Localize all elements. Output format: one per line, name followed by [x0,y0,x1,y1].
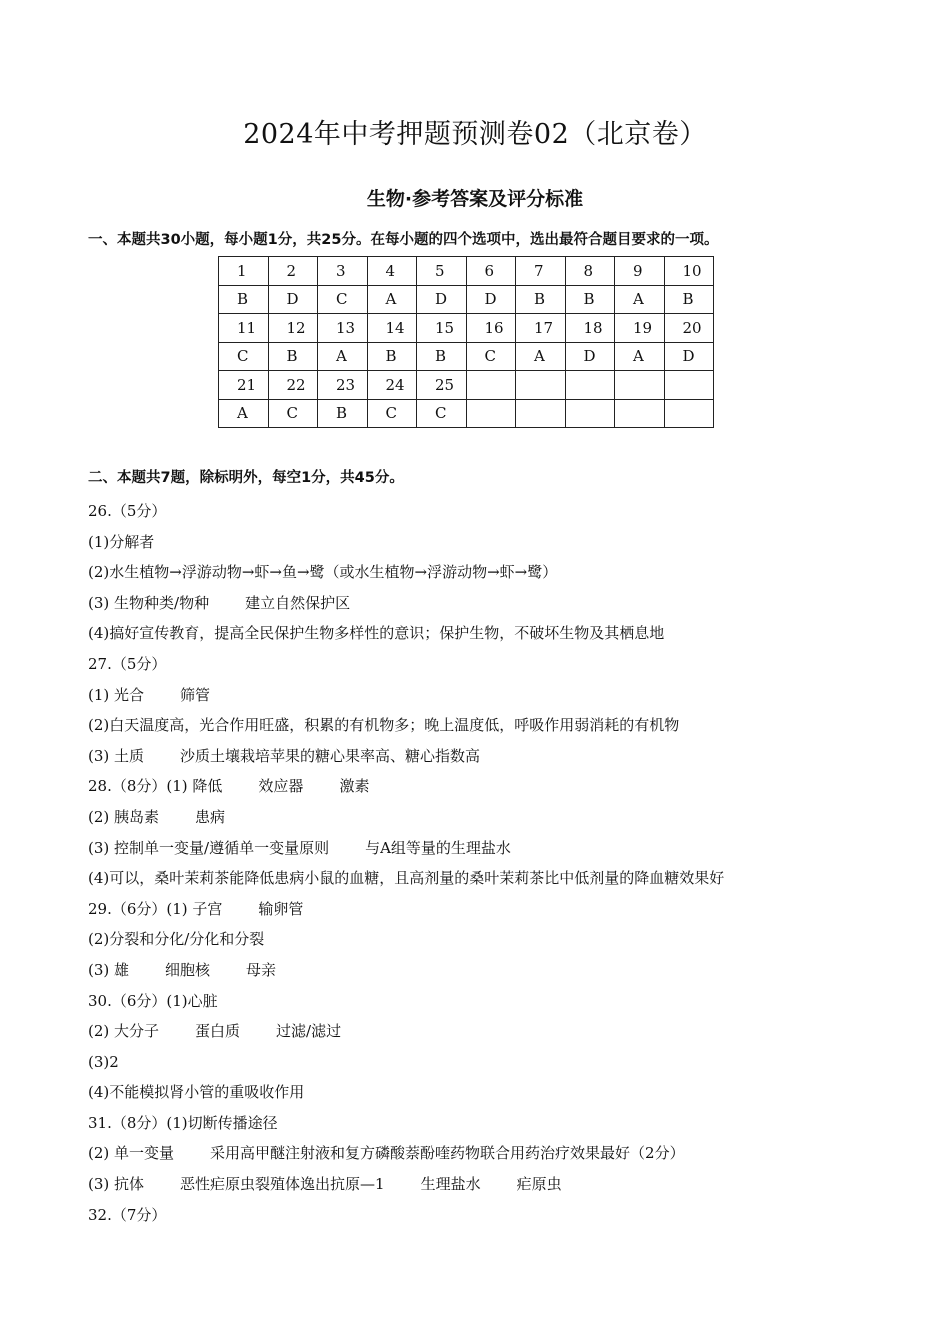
answer-line [88,649,888,680]
answer-cell: D [466,285,516,314]
question-number-cell [466,371,516,400]
answer-line [88,894,888,925]
answer-line [88,618,888,649]
answer-text: 恶性疟原虫裂殖体逸出抗原—1 [180,1175,385,1194]
section2-heading: 二、本题共7题，除标明外，每空1分，共45分。 [88,470,404,486]
answer-text: (4)搞好宣传教育，提高全民保护生物多样性的意识；保护生物，不破坏生物及其栖息地 [88,624,665,643]
answer-text: 与A组等量的生理盐水 [365,838,511,857]
question-number-cell: 21 [219,371,269,400]
answer-line [88,680,888,711]
answer-cell: B [516,285,566,314]
answer-cell: B [664,285,714,314]
answer-text: 患病 [195,807,226,826]
question-number-cell [664,371,714,400]
answer-text: 输卵管 [258,899,304,918]
question-number-cell: 5 [417,257,467,286]
question-number-cell: 19 [615,314,665,343]
answer-cell: D [417,285,467,314]
answer-cell: D [664,342,714,371]
question-number-cell: 1 [219,257,269,286]
answer-text: (2) 胰岛素 [88,807,160,826]
answer-line [88,771,888,802]
question-number-cell: 24 [367,371,417,400]
answer-cell: B [565,285,615,314]
page-title: 2024年中考押题预测卷02（北京卷） [243,119,707,150]
answer-cell: A [318,342,368,371]
page-subtitle: 生物·参考答案及评分标准 [366,188,584,210]
answer-text: 沙质土壤栽培苹果的糖心果率高、糖心指数高 [180,746,481,765]
answer-cell: D [565,342,615,371]
answer-line [88,1047,888,1078]
answer-line [88,924,888,955]
answer-text: (3) 抗体 [88,1175,145,1194]
question-number-cell: 17 [516,314,566,343]
answer-text: 29.（6分）(1) 子宫 [88,899,223,918]
question-number-cell: 8 [565,257,615,286]
answer-cell [516,399,566,428]
answer-line [88,1077,888,1108]
answer-text: (2)分裂和分化/分化和分裂 [88,930,265,949]
answer-text: 32.（7分） [88,1205,167,1224]
answer-cell: C [219,342,269,371]
answer-line [88,496,888,527]
answer-row [219,342,714,371]
answer-text: 生理盐水 [420,1175,481,1194]
answer-text: (2)水生植物→浮游动物→虾→鱼→鹭（或水生植物→浮游动物→虾→鹭） [88,563,558,582]
answer-line [88,588,888,619]
question-number-cell [516,371,566,400]
answer-text: (3) 生物种类/物种 [88,593,210,612]
answer-cell: C [318,285,368,314]
question-number-row [219,371,714,400]
answer-line [88,1169,888,1200]
answer-cell [664,399,714,428]
answer-line [88,1108,888,1139]
question-number-cell: 6 [466,257,516,286]
answer-text: 采用高甲醚注射液和复方磷酸萘酚喹药物联合用药治疗效果最好（2分） [210,1144,685,1163]
answer-text: 母亲 [246,960,277,979]
answer-text: (1) 光合 [88,685,145,704]
answer-text: 31.（8分）(1)切断传播途径 [88,1113,278,1132]
answer-cell: C [367,399,417,428]
answer-text: (4)不能模拟肾小管的重吸收作用 [88,1083,305,1102]
question-number-cell: 11 [219,314,269,343]
answer-text: 27.（5分） [88,654,167,673]
answer-cell: A [615,342,665,371]
question-number-cell: 7 [516,257,566,286]
question-number-cell: 15 [417,314,467,343]
question-number-cell: 13 [318,314,368,343]
answer-text: 30.（6分）(1)心脏 [88,991,218,1010]
question-number-cell: 14 [367,314,417,343]
answer-line [88,1016,888,1047]
answer-cell [615,399,665,428]
answer-cell: A [367,285,417,314]
answer-line [88,710,888,741]
question-number-cell: 18 [565,314,615,343]
question-number-row [219,314,714,343]
answer-text: (2) 单一变量 [88,1144,175,1163]
answer-cell: A [516,342,566,371]
answer-line [88,802,888,833]
answer-cell: A [219,399,269,428]
answer-cell: B [318,399,368,428]
question-number-cell: 9 [615,257,665,286]
question-number-cell [615,371,665,400]
answer-line [88,557,888,588]
answer-lines [88,496,888,1230]
answer-cell: B [367,342,417,371]
question-number-cell: 20 [664,314,714,343]
question-number-cell [565,371,615,400]
answer-text: 蛋白质 [195,1022,241,1041]
answer-cell: B [219,285,269,314]
question-number-cell: 3 [318,257,368,286]
answer-text: 28.（8分）(1) 降低 [88,777,223,796]
answer-text: (3) 控制单一变量/遵循单一变量原则 [88,838,330,857]
question-number-cell: 16 [466,314,516,343]
answer-text: 26.（5分） [88,502,167,520]
answer-text: (4)可以，桑叶茉莉茶能降低患病小鼠的血糖，且高剂量的桑叶茉莉茶比中低剂量的降血糖效果好 [88,869,725,888]
answer-text: (2) 大分子 [88,1022,160,1041]
answer-cell: D [268,285,318,314]
answer-text: 疟原虫 [516,1175,562,1194]
answer-line [88,741,888,772]
answer-line [88,955,888,986]
question-number-cell: 25 [417,371,467,400]
answer-cell: C [466,342,516,371]
answer-cell [466,399,516,428]
answer-line [88,527,888,558]
question-number-row [219,257,714,286]
answer-cell: B [417,342,467,371]
answer-text: (3) 雄 [88,960,130,979]
answer-table [218,256,714,428]
answer-text: 效应器 [258,777,304,796]
question-number-cell: 2 [268,257,318,286]
answer-line [88,1200,888,1231]
answer-cell: A [615,285,665,314]
answer-cell [565,399,615,428]
answer-cell: C [268,399,318,428]
answer-text: (2)白天温度高，光合作用旺盛，积累的有机物多；晚上温度低，呼吸作用弱消耗的有机物 [88,716,680,735]
answer-line [88,833,888,864]
answer-text: (3) 土质 [88,746,145,765]
answer-cell: C [417,399,467,428]
answer-text: 过滤/滤过 [276,1022,342,1041]
answer-text: 激素 [339,777,370,796]
answer-text: 建立自然保护区 [245,593,351,612]
question-number-cell: 12 [268,314,318,343]
answer-text: 细胞核 [165,960,211,979]
answer-row [219,285,714,314]
answer-line [88,986,888,1017]
answer-text: (1)分解者 [88,532,155,551]
answer-line [88,1138,888,1169]
question-number-cell: 23 [318,371,368,400]
question-number-cell: 22 [268,371,318,400]
question-number-cell: 10 [664,257,714,286]
answer-row [219,399,714,428]
answer-cell: B [268,342,318,371]
answer-text: (3)2 [88,1052,119,1071]
answer-line [88,863,888,894]
answer-text: 筛管 [180,685,211,704]
question-number-cell: 4 [367,257,417,286]
section1-heading: 一、本题共30小题，每小题1分，共25分。在每小题的四个选项中，选出最符合题目要求的一项。 [88,232,719,248]
